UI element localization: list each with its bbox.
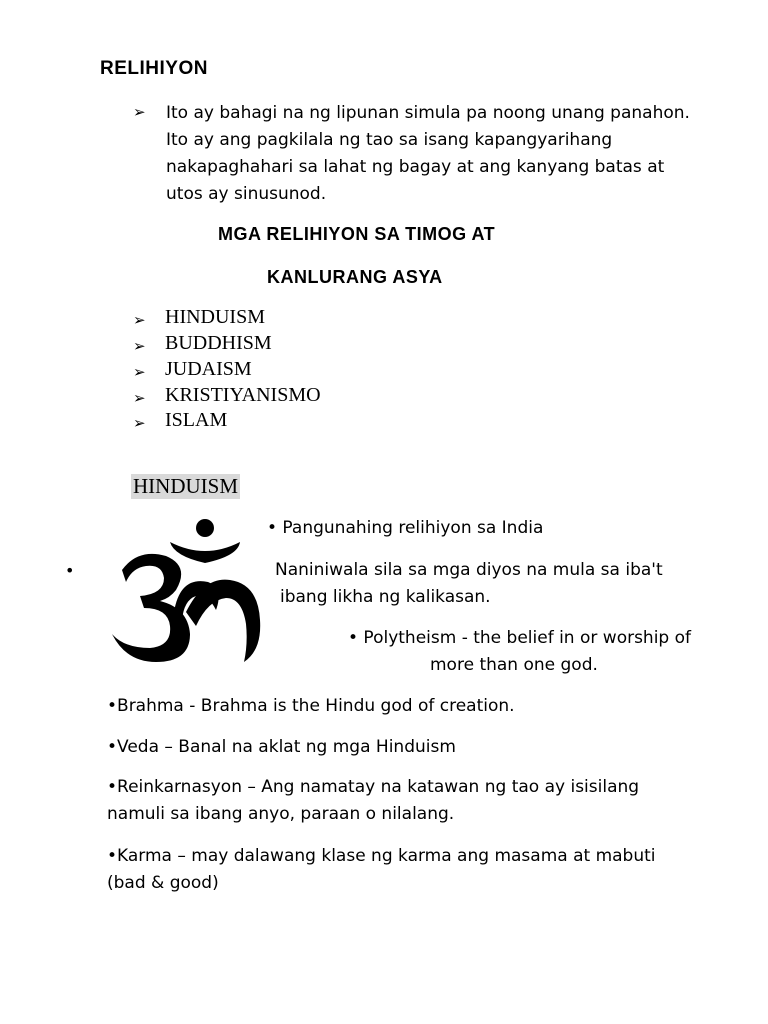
reinkarnasyon-item: •Reinkarnasyon – Ang namatay na katawan ng tao ay isisilang	[107, 777, 640, 797]
polytheism-definition: more than one god.	[430, 655, 598, 675]
hinduism-point: ibang likha ng kalikasan.	[280, 587, 491, 607]
page-title: RELIHIYON	[100, 58, 208, 79]
list-item: ISLAM	[165, 409, 228, 431]
polytheism-definition: • Polytheism - the belief in or worship of	[348, 628, 692, 648]
hinduism-heading: HINDUISM	[133, 474, 238, 498]
arrow-bullet-icon: ➢	[133, 363, 146, 381]
karma-item: (bad & good)	[107, 873, 219, 893]
section-title-line: MGA RELIHIYON SA TIMOG AT	[218, 224, 496, 244]
arrow-bullet-icon: ➢	[133, 311, 146, 329]
arrow-bullet-icon: ➢	[133, 103, 146, 121]
intro-line: Ito ay bahagi na ng lipunan simula pa noong unang panahon.	[166, 103, 690, 123]
intro-line: utos ay sinusunod.	[166, 184, 327, 204]
list-item: KRISTIYANISMO	[165, 384, 321, 406]
om-icon	[108, 516, 266, 666]
hinduism-point: Naniniwala sila sa mga diyos na mula sa iba't	[275, 560, 663, 580]
list-item: JUDAISM	[165, 358, 252, 380]
brahma-item: •Brahma - Brahma is the Hindu god of creation.	[107, 696, 515, 716]
arrow-bullet-icon: ➢	[133, 337, 146, 355]
hinduism-point: • Pangunahing relihiyon sa India	[267, 518, 544, 538]
list-item: BUDDHISM	[165, 332, 272, 354]
veda-item: •Veda – Banal na aklat ng mga Hinduism	[107, 737, 456, 757]
intro-line: Ito ay ang pagkilala ng tao sa isang kapangyarihang	[166, 130, 613, 150]
list-item: HINDUISM	[165, 306, 265, 328]
arrow-bullet-icon: ➢	[133, 389, 146, 407]
stray-bullet: •	[65, 561, 75, 580]
section-title-line: KANLURANG ASYA	[267, 267, 443, 287]
karma-item: •Karma – may dalawang klase ng karma ang masama at mabuti	[107, 846, 656, 866]
intro-line: nakapaghahari sa lahat ng bagay at ang kanyang batas at	[166, 157, 665, 177]
arrow-bullet-icon: ➢	[133, 414, 146, 432]
reinkarnasyon-item: namuli sa ibang anyo, paraan o nilalang.	[107, 804, 455, 824]
